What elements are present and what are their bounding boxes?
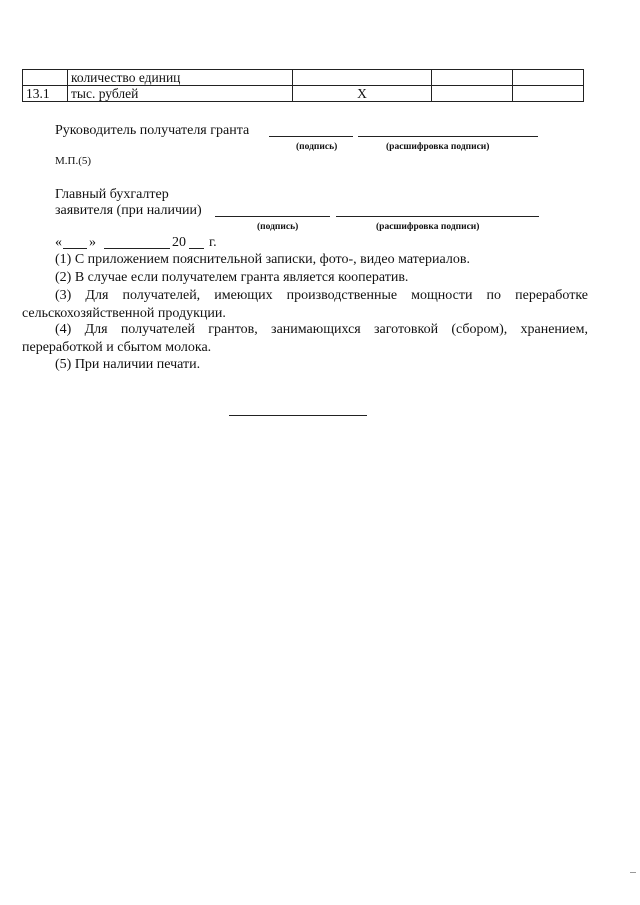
signature-line — [215, 216, 330, 217]
footnote-5 — [22, 356, 588, 374]
accountant-label-line2: заявителя (при наличии) — [55, 203, 202, 218]
date-year-suffix: г. — [209, 235, 217, 250]
stamp-label: М.П.(5) — [55, 155, 92, 167]
decode-caption: (расшифровка подписи) — [376, 222, 480, 232]
table-cell-empty — [513, 70, 584, 86]
date-day-line — [63, 248, 87, 249]
table-cell-value — [293, 70, 432, 86]
table-cell-empty — [513, 86, 584, 102]
date-year-line — [189, 248, 204, 249]
footnote-text: (5) При наличии печати. — [55, 357, 201, 372]
footnote-text: (2) В случае если получателем гранта является кооператив. — [55, 270, 409, 285]
table-cell-name: количество единиц — [68, 70, 293, 86]
scan-edge-mark — [630, 872, 636, 873]
footnote-1 — [22, 251, 588, 269]
footnote-3 — [22, 287, 588, 323]
date-close-quote: » — [89, 235, 96, 250]
indicators-table — [22, 69, 584, 102]
table-cell-value: X — [293, 86, 432, 102]
table-cell-empty — [432, 86, 513, 102]
date-month-line — [104, 248, 170, 249]
footnote-2 — [22, 269, 588, 287]
accountant-label-line1: Главный бухгалтер — [55, 187, 169, 202]
footnote-text: (1) С приложением пояснительной записки, фото-, видео материалов. — [55, 252, 470, 267]
signature-line — [269, 136, 353, 137]
table-row — [23, 86, 584, 102]
decode-caption: (расшифровка подписи) — [386, 142, 490, 152]
date-open-quote: « — [55, 235, 62, 250]
signature-caption: (подпись) — [296, 142, 338, 152]
footnote-text: (3) Для получателей, имеющих производственные мощности по переработке сельскохозяйственной продукции. — [22, 288, 588, 321]
head-signature-label: Руководитель получателя гранта — [55, 123, 250, 138]
end-separator-line — [229, 415, 367, 416]
table-cell-number: 13.1 — [23, 86, 68, 102]
date-year-prefix: 20 — [172, 235, 186, 250]
table-cell-name: тыс. рублей — [68, 86, 293, 102]
footnote-4 — [22, 321, 588, 357]
footnote-text: (4) Для получателей грантов, занимающихся заготовкой (сбором), хранением, переработкой и сбытом молока. — [22, 322, 588, 355]
decode-line — [358, 136, 538, 137]
table-cell-empty — [432, 70, 513, 86]
table-row — [23, 70, 584, 86]
signature-caption: (подпись) — [257, 222, 299, 232]
decode-line — [336, 216, 539, 217]
table-cell-number — [23, 70, 68, 86]
